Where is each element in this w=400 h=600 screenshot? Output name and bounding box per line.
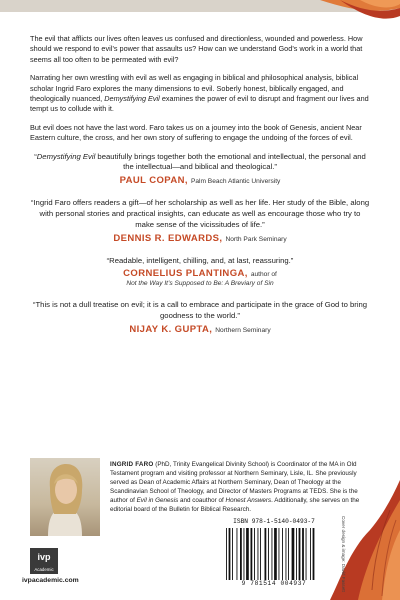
barcode-bar bbox=[296, 528, 297, 580]
endorser-name: NIJAY K. GUPTA, Northern Seminary bbox=[129, 324, 271, 336]
barcode-bars bbox=[226, 528, 322, 580]
barcode-bar bbox=[299, 528, 301, 580]
barcode-bar bbox=[260, 528, 261, 580]
cover-credit: Cover design & image: David Fassett bbox=[341, 516, 346, 592]
endorsement-plantinga bbox=[30, 256, 370, 289]
ivp-academic-logo: ivp Academic bbox=[30, 548, 58, 574]
barcode-bar bbox=[251, 528, 253, 580]
author-bio: INGRID FARO (PhD, Trinity Evangelical Divinity School) is Coordinator of the MA in Old Testament program and visiting professor at Northern Seminary, Lisle, IL. She previously served as Dean of Academic Affairs at Northern Seminary, Dean of Theology at the Scandinavian School of Theology, and Director of Masters Programs at TEDS. She is the author of Evil in Genesis and coauthor of Honest Answers. Additionally, she serves on the editorial board of the Bulletin for Biblical Research. bbox=[110, 461, 360, 513]
endorsement-quote: “This is not a dull treatise on evil; it is a call to embrace and participate in the grace of God to bring goodness to the world.” bbox=[32, 300, 368, 321]
barcode-bar bbox=[246, 528, 249, 580]
cover-art-top bbox=[280, 0, 400, 30]
endorsement-quote: “Ingrid Faro offers readers a gift—of her scholarship as well as her life. Her study of the Bible, along with personal stories and practical insights, can educate as well as encourage those who try to make sense of the vicissitudes of life.” bbox=[30, 198, 370, 229]
barcode-bar bbox=[279, 528, 280, 580]
publisher-url: ivpacademic.com bbox=[22, 577, 79, 584]
endorser-name: PAUL COPAN, Palm Beach Atlantic University bbox=[119, 175, 281, 187]
description-paragraph-2: Narrating her own wrestling with evil as well as engaging in biblical and philosophical analysis, biblical scholar Ingrid Faro explores the many dimensions to evil. Soberly honest, biblically engaged, and theologically nuanced, Demystifying Evil examines the power of evil to disrupt and fragment our lives and tempt us to collude with it. bbox=[30, 73, 369, 114]
barcode-bar bbox=[282, 528, 283, 580]
barcode-bar bbox=[306, 528, 307, 580]
book-description bbox=[30, 34, 370, 144]
description-paragraph-3: But evil does not have the last word. Faro takes us on a journey into the book of Genesis, ancient Near Eastern culture, the cross, and her own story of suffering to engage the undoing of the forces of evil. bbox=[30, 122, 362, 143]
endorser-book: Not the Way It’s Supposed to Be: A Breviary of Sin bbox=[126, 280, 274, 288]
endorser-name: DENNIS R. EDWARDS, North Park Seminary bbox=[113, 232, 287, 244]
barcode-bar bbox=[254, 528, 255, 580]
barcode-bar bbox=[244, 528, 245, 580]
author-photo bbox=[30, 458, 100, 536]
barcode-bar bbox=[313, 528, 315, 580]
endorsement-quote: “Demystifying Evil beautifully brings together both the emotional and intellectual, the personal and the intellectual—and biblical and theological.” bbox=[34, 151, 366, 172]
barcode-bar bbox=[232, 528, 233, 580]
endorsement-quote: “Readable, intelligent, chilling, and, at last, reassuring.” bbox=[106, 255, 294, 265]
endorsement-gupta bbox=[30, 300, 370, 335]
barcode-bar bbox=[268, 528, 269, 580]
endorsement-edwards bbox=[30, 198, 370, 243]
barcode-bar bbox=[226, 528, 227, 580]
barcode-bar bbox=[288, 528, 289, 580]
barcode-bar bbox=[265, 528, 267, 580]
barcode-bar bbox=[237, 528, 238, 580]
barcode-bar bbox=[292, 528, 295, 580]
barcode-bar bbox=[302, 528, 304, 580]
barcode-bar bbox=[274, 528, 277, 580]
endorser-name: CORNELIUS PLANTINGA, author of bbox=[123, 268, 277, 280]
barcode-bar bbox=[272, 528, 273, 580]
endorsement-copan bbox=[30, 152, 370, 187]
isbn-barcode bbox=[220, 518, 328, 592]
barcode-bar bbox=[286, 528, 287, 580]
back-cover-content bbox=[30, 34, 370, 335]
barcode-bar bbox=[310, 528, 311, 580]
barcode-bar bbox=[240, 528, 242, 580]
description-paragraph-1: The evil that afflicts our lives often leaves us confused and directionless, wounded and powerless. How should we respond to evil’s power that assaults us? How can we understand God’s work in a world that seems all too often to be permeated with evil? bbox=[30, 34, 363, 64]
barcode-bar bbox=[229, 528, 231, 580]
isbn-number: ISBN 978-1-5140-0493-7 bbox=[233, 518, 315, 525]
barcode-bar bbox=[258, 528, 259, 580]
barcode-digits: 9 781514 004937 bbox=[241, 580, 307, 587]
